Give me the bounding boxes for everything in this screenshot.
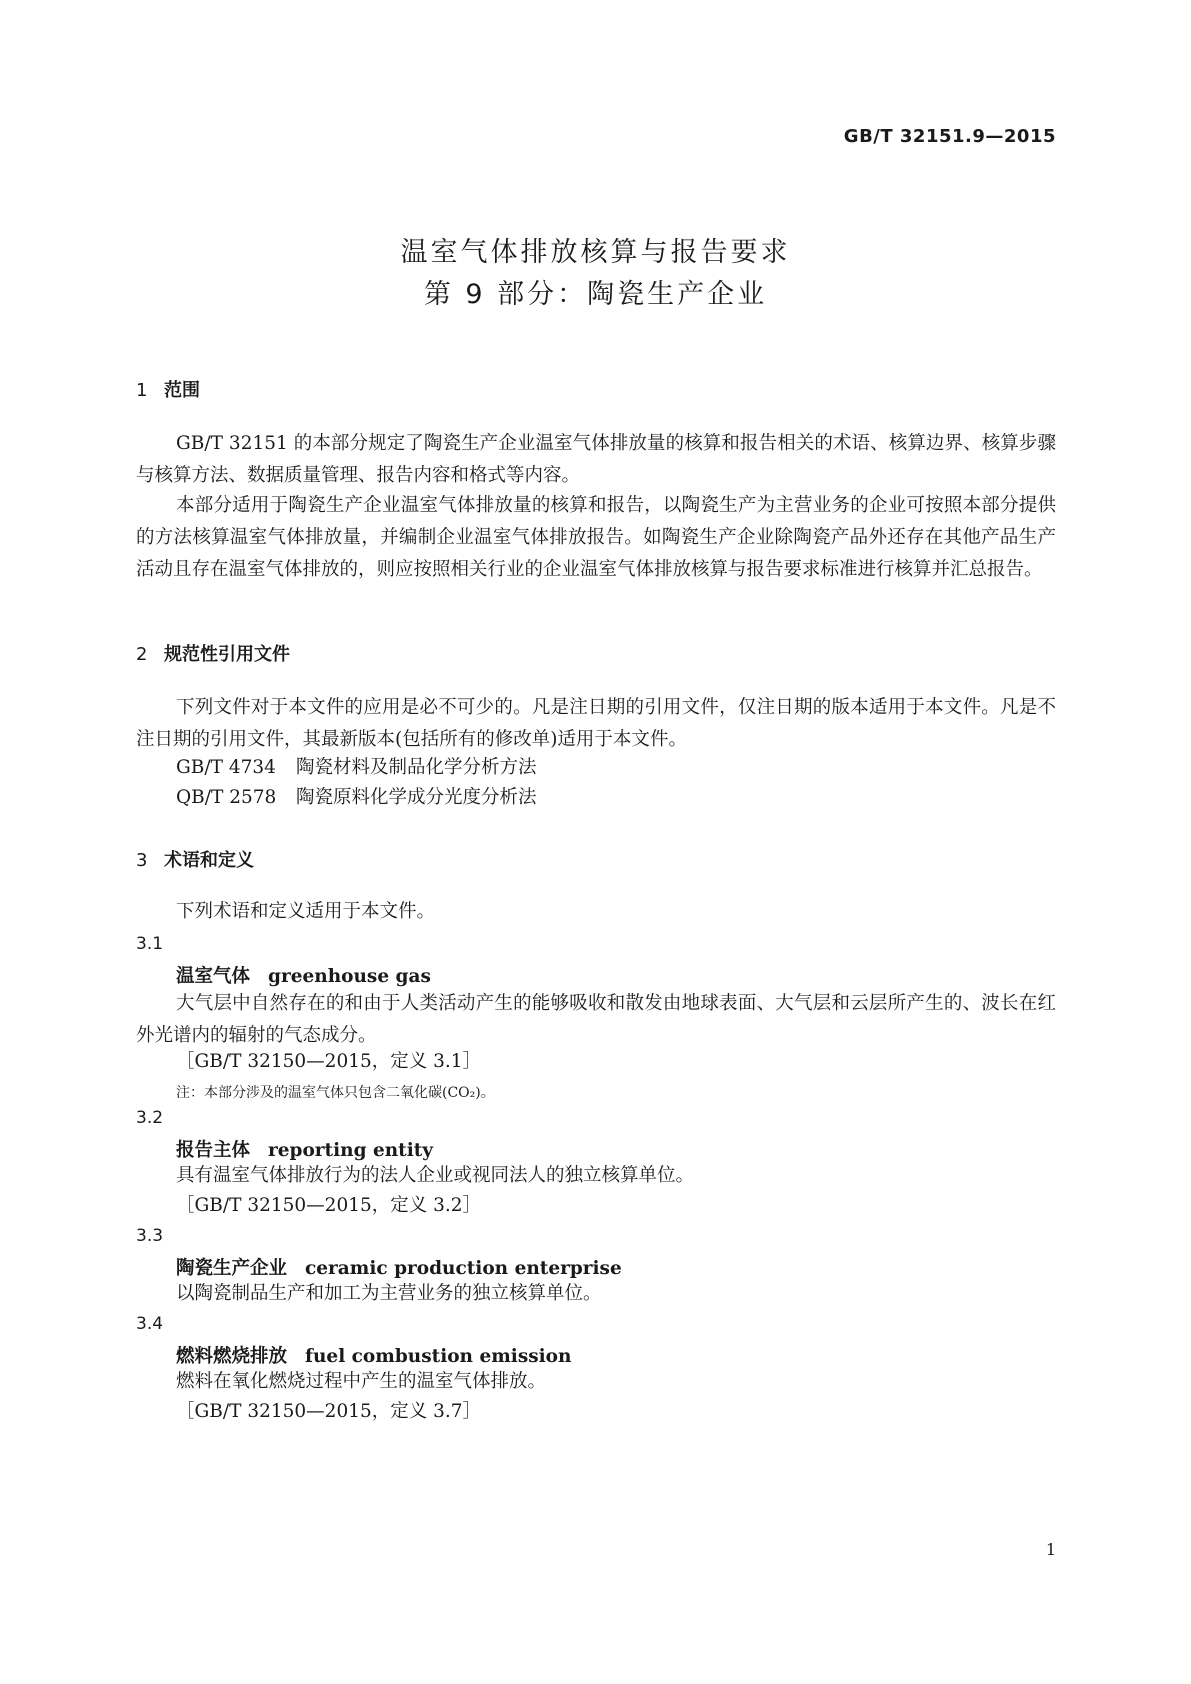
reference-title: 陶瓷材料及制品化学分析方法 (296, 757, 537, 778)
term-heading (176, 1254, 622, 1280)
term-chinese: 报告主体 (176, 1140, 251, 1161)
section-1-paragraph-2: 本部分适用于陶瓷生产企业温室气体排放量的核算和报告，以陶瓷生产为主营业务的企业可按照本部分提供的方法核算温室气体排放量，并编制企业温室气体排放报告。如陶瓷生产企业除陶瓷产品外还存在其他产品生产活动且存在温室气体排放的，则应按照相关行业的企业温室气体排放核算与报告要求标准进行核算并汇总报告。 (136, 495, 1056, 580)
reference-title: 陶瓷原料化学成分光度分析法 (296, 787, 537, 808)
standard-code: GB/T 32151.9—2015 (843, 126, 1056, 147)
term-heading (176, 1342, 571, 1368)
term-definition: 大气层中自然存在的和由于人类活动产生的能够吸收和散发由地球表面、大气层和云层所产生的、波长在红外光谱内的辐射的气态成分。 (136, 993, 1056, 1046)
page-number: 1 (1045, 1540, 1056, 1559)
term-note: 注：本部分涉及的温室气体只包含二氧化碳(CO₂)。 (176, 1085, 495, 1101)
term-english: greenhouse gas (268, 966, 431, 987)
section-number: 2 (136, 644, 148, 665)
section-number: 3 (136, 850, 148, 871)
term-chinese: 温室气体 (176, 966, 251, 987)
term-definition: 具有温室气体排放行为的法人企业或视同法人的独立核算单位。 (176, 1165, 695, 1186)
normative-reference (176, 782, 537, 814)
section-title: 范围 (164, 380, 200, 401)
section-1-heading (136, 376, 200, 402)
term-source: ［GB/T 32150—2015，定义 3.2］ (176, 1195, 482, 1216)
section-2-heading (136, 640, 290, 666)
term-chinese: 陶瓷生产企业 (176, 1258, 288, 1279)
term-english: fuel combustion emission (305, 1346, 572, 1367)
normative-reference (176, 752, 537, 784)
section-2-paragraph-1: 下列文件对于本文件的应用是必不可少的。凡是注日期的引用文件，仅注日期的版本适用于本文件。凡是不注日期的引用文件，其最新版本(包括所有的修改单)适用于本文件。 (136, 697, 1056, 750)
term-source: ［GB/T 32150—2015，定义 3.1］ (176, 1051, 482, 1072)
term-source: ［GB/T 32150—2015，定义 3.7］ (176, 1401, 482, 1422)
section-3-intro: 下列术语和定义适用于本文件。 (176, 901, 436, 922)
reference-code: QB/T 2578 (176, 787, 277, 808)
section-1-paragraph-1: GB/T 32151 的本部分规定了陶瓷生产企业温室气体排放量的核算和报告相关的术语、核算边界、核算步骤与核算方法、数据质量管理、报告内容和格式等内容。 (136, 433, 1056, 486)
reference-code: GB/T 4734 (176, 757, 276, 778)
term-chinese: 燃料燃烧排放 (176, 1346, 288, 1367)
term-number: 3.3 (136, 1226, 164, 1246)
term-heading (176, 962, 431, 988)
term-number: 3.2 (136, 1108, 164, 1128)
document-title-line1: 温室气体排放核算与报告要求 (400, 237, 791, 268)
section-title: 术语和定义 (164, 850, 254, 871)
term-definition: 燃料在氧化燃烧过程中产生的温室气体排放。 (176, 1371, 547, 1392)
term-definition: 以陶瓷制品生产和加工为主营业务的独立核算单位。 (176, 1283, 602, 1304)
section-title: 规范性引用文件 (164, 644, 290, 665)
term-number: 3.1 (136, 934, 164, 954)
term-heading (176, 1136, 433, 1162)
term-english: ceramic production enterprise (305, 1258, 622, 1279)
term-english: reporting entity (268, 1140, 434, 1161)
term-number: 3.4 (136, 1314, 164, 1334)
document-title-line2: 第 9 部分：陶瓷生产企业 (423, 279, 768, 310)
section-number: 1 (136, 380, 148, 401)
section-3-heading (136, 846, 254, 872)
